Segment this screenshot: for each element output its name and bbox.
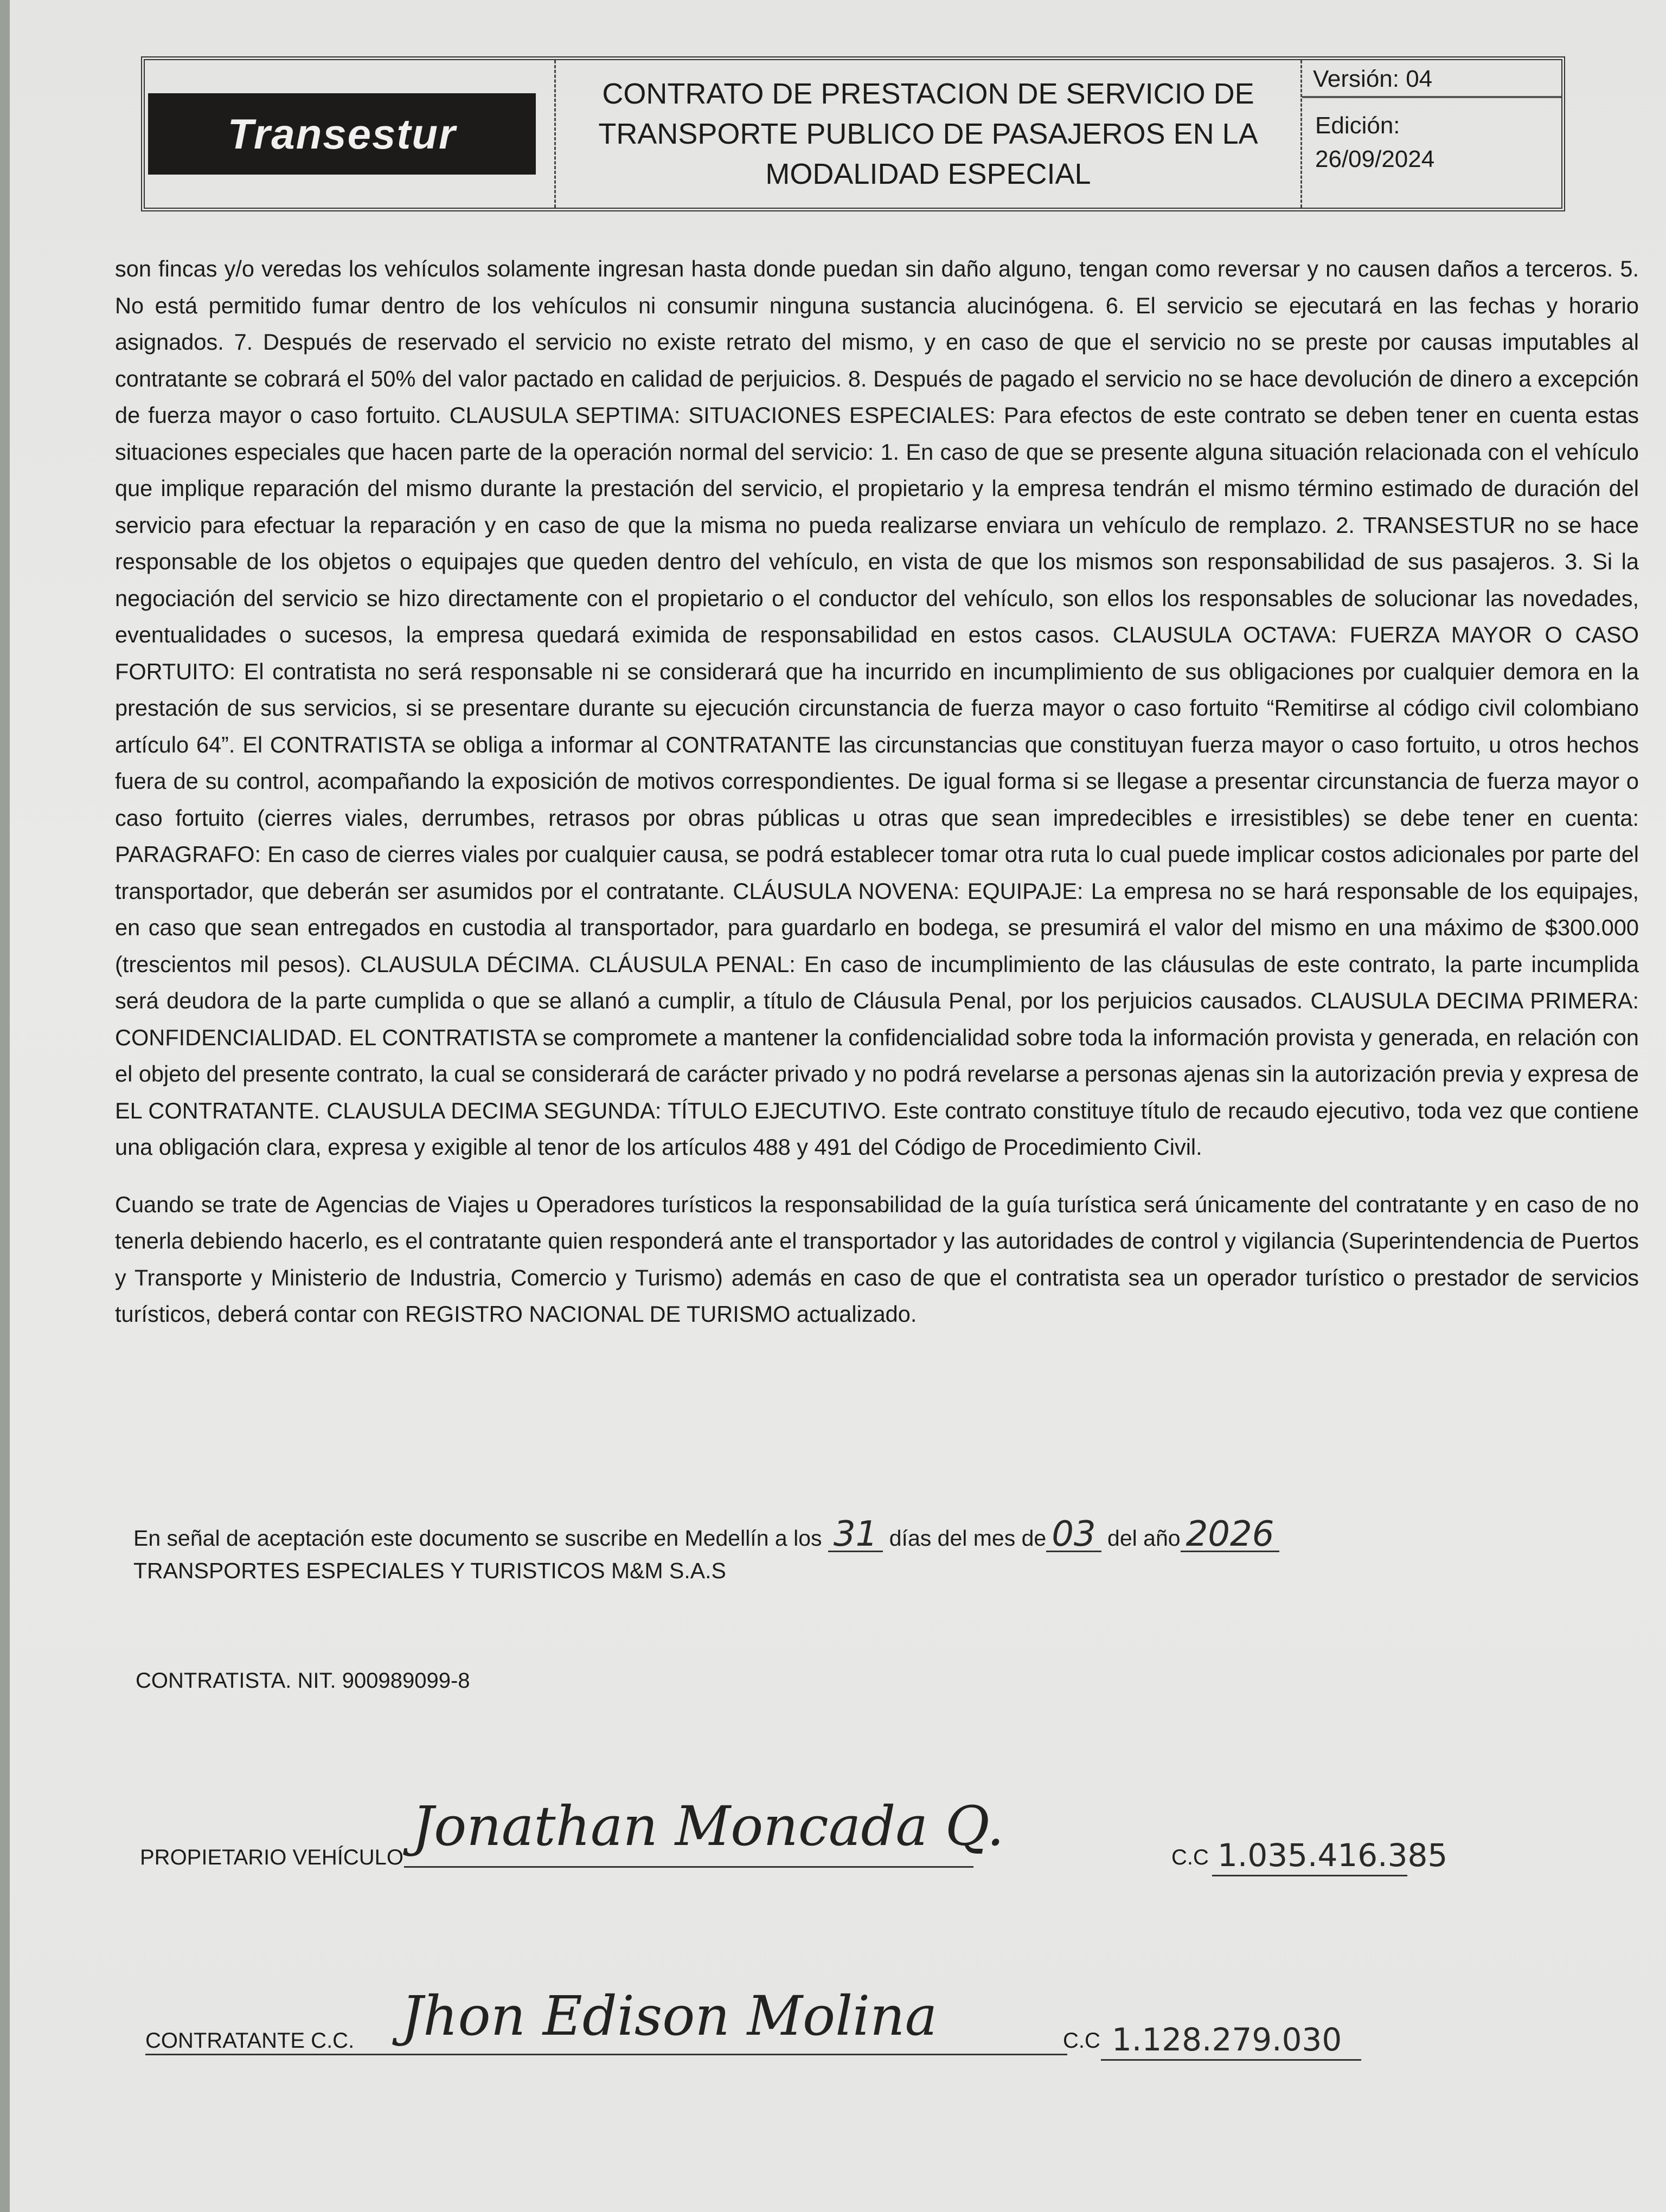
day-field: 31 <box>828 1518 883 1552</box>
contract-body <box>115 250 1639 1353</box>
owner-cc-line <box>1212 1875 1407 1876</box>
company-name: TRANSPORTES ESPECIALES Y TURISTICOS M&M S.A.S <box>133 1558 726 1583</box>
client-cc: 1.128.279.030 <box>1112 2021 1342 2058</box>
edition-label: Edición: <box>1315 112 1400 139</box>
document-header <box>141 56 1565 211</box>
edition-date: 26/09/2024 <box>1315 146 1435 172</box>
client-signature-line <box>145 2054 1067 2055</box>
paragraph: son fincas y/o veredas los vehículos solamente ingresan hasta donde puedan sin daño alguno, tengan como reversar y no causen daños a terceros. 5. No está permitido fumar dentro de los vehículos ni consumir ninguna sustancia alucinógena. 6. El servicio se ejecutará en las fechas y horario asignados. 7. Después de reservado el servicio no existe retrato del mismo, y en caso de que el servicio no se preste por causas imputables al contratante se cobrará el 50% del valor pactado en calidad de perjuicios. 8. Después de pagado el servicio no se hace devolución de dinero a excepción de fuerza mayor o caso fortuito. CLAUSULA SEPTIMA: SITUACIONES ESPECIALES: Para efectos de este contrato se deben tener en cuenta estas situaciones especiales que hacen parte de la operación normal del servicio: 1. En caso de que se presente alguna situación relacionada con el vehículo que implique reparación del mismo durante la prestación del servicio, el propietario y la empresa tendrán el mismo término estimado de duración del servicio para efectuar la reparación y en caso de que la misma no pueda realizarse enviara un vehículo de remplazo. 2. TRANSESTUR no se hace responsable de los objetos o equipajes que queden dentro del vehículo, en vista de que los mismos son responsabilidad de sus pasajeros. 3. Si la negociación del servicio se hizo directamente con el propietario o el conductor del vehículo, son ellos los responsables de solucionar las novedades, eventualidades o sucesos, la empresa quedará eximida de responsabilidad en estos casos. CLAUSULA OCTAVA: FUERZA MAYOR O CASO FORTUITO: El contratista no será responsable ni se considerará que ha incurrido en incumplimiento de sus obligaciones por cualquier demora en la prestación de sus servicios, si se presentare durante su ejecución circunstancia de fuerza mayor o caso fortuito “Remitirse al código civil colombiano artículo 64”. El CONTRATISTA se obliga a informar al CONTRATANTE las circunstancias que constituyan fuerza mayor o caso fortuito, u otros hechos fuera de su control, acompañando la exposición de motivos correspondientes. De igual forma si se llegase a presentar circunstancia de fuerza mayor o caso fortuito (cierres viales, derrumbes, retrasos por obras públicas u otras que sean impredecibles e irresistibles) se debe tener en cuenta: PARAGRAFO: En caso de cierres viales por cualquier causa, se podrá establecer tomar otra ruta lo cual puede implicar costos adicionales por parte del transportador, que deberán ser asumidos por el contratante. CLÁUSULA NOVENA: EQUIPAJE: La empresa no se hará responsable de los equipajes, en caso que sean entregados en custodia al transportador, para guardarlo en bodega, se presumirá el valor del mismo en una máximo de $300.000 (trescientos mil pesos). CLAUSULA DÉCIMA. CLÁUSULA PENAL: En caso de incumplimiento de las cláusulas de este contrato, la parte incumplida será deudora de la parte cumplida o que se allanó a cumplir, a título de Cláusula Penal, por los perjuicios causados. CLAUSULA DECIMA PRIMERA: CONFIDENCIALIDAD. EL CONTRATISTA se compromete a mantener la confidencialidad sobre toda la información provista y generada, en relación con el objeto del presente contrato, la cual se considerará de carácter privado y no podrá revelarse a personas ajenas sin la autorización previa y expresa de EL CONTRATANTE. CLAUSULA DECIMA SEGUNDA: TÍTULO EJECUTIVO. Este contrato constituye título de recaudo ejecutivo, toda vez que contiene una obligación clara, expresa y exigible al tenor de los artículos 488 y 491 del Código de Procedimiento Civil. <box>115 256 1639 1160</box>
acceptance-text: días del mes de <box>889 1526 1047 1551</box>
acceptance-text: del año <box>1107 1526 1181 1551</box>
owner-cc-label: C.C <box>1171 1846 1209 1869</box>
owner-signature-line <box>404 1866 973 1868</box>
client-cc-label: C.C <box>1063 2029 1100 2053</box>
edition <box>1302 98 1561 187</box>
client-signature: Jhon Edison Molina <box>401 1984 938 2048</box>
logo-text: Transestur <box>227 110 457 158</box>
document-title: CONTRATO DE PRESTACION DE SERVICIO DE TRANSPORTE PUBLICO DE PASAJEROS EN LA MODALIDAD ESPECIAL <box>556 60 1302 208</box>
client-label: CONTRATANTE C.C. <box>145 2029 355 2053</box>
company-logo <box>148 93 536 175</box>
contractor-nit: CONTRATISTA. NIT. 900989099-8 <box>136 1669 470 1693</box>
paragraph: Cuando se trate de Agencias de Viajes u Operadores turísticos la responsabilidad de la guía turística será únicamente del contratante y en caso de no tenerla debiendo hacerlo, es el contratante quien responderá ante el transportador y las autoridades de control y vigilancia (Superintendencia de Puertos y Transporte y Ministerio de Industria, Comercio y Turismo) además en caso de que el contratista sea un operador turístico o prestador de servicios turísticos, deberá contar con REGISTRO NACIONAL DE TURISMO actualizado. <box>115 1191 1639 1327</box>
acceptance-statement <box>133 1514 1279 1587</box>
month-field: 03 <box>1046 1518 1101 1552</box>
owner-label: PROPIETARIO VEHÍCULO <box>140 1846 404 1869</box>
acceptance-text: En señal de aceptación este documento se suscribe en Medellín a los <box>133 1526 822 1551</box>
owner-signature: Jonathan Moncada Q. <box>412 1795 1004 1858</box>
client-cc-line <box>1101 2059 1361 2061</box>
logo-cell <box>145 60 556 208</box>
year-field: 2026 <box>1181 1518 1280 1552</box>
version: Versión: 04 <box>1302 60 1561 98</box>
document-meta <box>1302 60 1561 208</box>
owner-cc: 1.035.416.385 <box>1218 1837 1448 1874</box>
